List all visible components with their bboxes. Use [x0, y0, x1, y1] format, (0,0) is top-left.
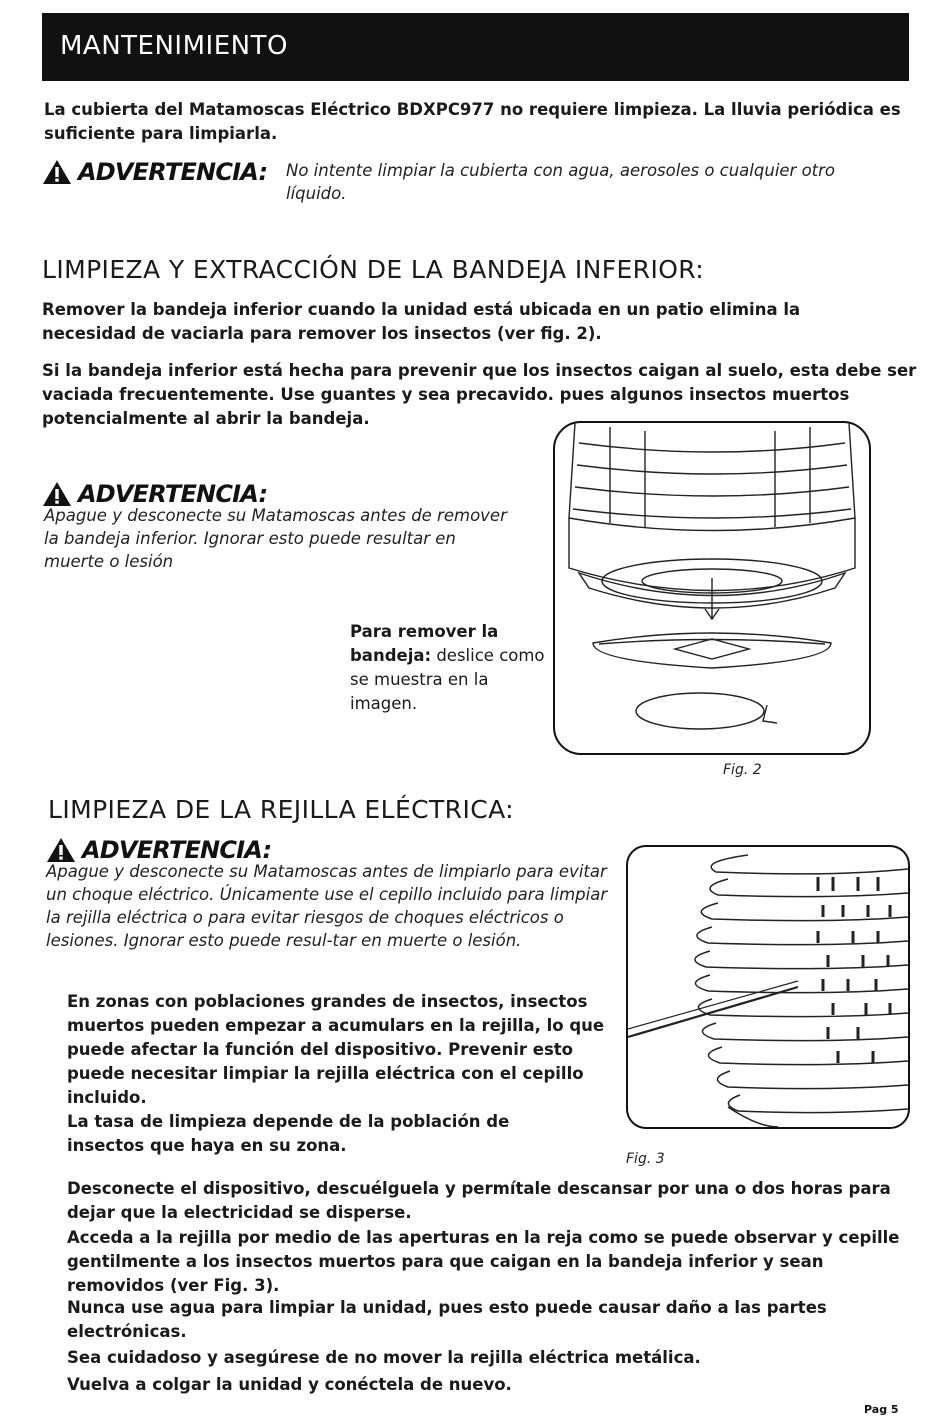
tray-paragraph-2: Si la bandeja inferior está hecha para prevenir que los insectos caigan al suelo, esta debe ser vaciada frecuentemente. Use guantes y sea precavido. pues algunos insectos muertos potencialmente al abrir la bandeja. — [42, 361, 917, 428]
grid-brush-illustration — [628, 847, 908, 1127]
tray-warning-text: Apague y desconecte su Matamoscas antes de remover la bandeja inferior. Ignorar esto puede resultar en muerte o lesión — [44, 506, 507, 571]
grid-paragraph-2: La tasa de limpieza depende de la población de insectos que haya en su zona. — [67, 1112, 510, 1155]
grid-step-1: Desconecte el dispositivo, descuélguela y permítale descansar por una o dos horas para dejar que la electricidad se disperse. — [67, 1179, 891, 1222]
grid-paragraph-1: En zonas con poblaciones grandes de insectos, insectos muertos pueden empezar a acumulars en la rejilla, lo que puede afectar la función del dispositivo. Prevenir esto puede necesitar limpiar la rejilla eléctrica con el cepillo incluido. — [67, 992, 605, 1107]
header-title: MANTENIMIENTO — [60, 31, 288, 61]
warning-triangle-icon — [42, 159, 72, 185]
page-number: Pag 5 — [864, 1403, 899, 1416]
intro-paragraph: La cubierta del Matamoscas Eléctrico BDXPC977 no requiere limpieza. La lluvia periódica es suficiente para limpiarla. — [44, 100, 901, 143]
section-header-bar — [42, 13, 909, 81]
section-title-grid: LIMPIEZA DE LA REJILLA ELÉCTRICA: — [48, 795, 514, 824]
warning-heading-1 — [42, 158, 267, 186]
remove-tray-bold: Para remover la bandeja: — [350, 622, 499, 665]
warning-text-1: No intente limpiar la cubierta con agua, aerosoles o cualquier otro líquido. — [286, 161, 836, 203]
grid-step-2: Acceda a la rejilla por medio de las aperturas en la reja como se puede observar y cepille gentilmente a los insectos muertos para que caigan en la bandeja inferior y sean removidos (ver Fig. 3). — [67, 1228, 900, 1295]
warning-label: ADVERTENCIA: — [82, 836, 272, 864]
zapper-base-illustration — [555, 423, 869, 753]
remove-tray-instruction — [350, 620, 545, 716]
figure-3-grid-cleaning — [626, 845, 910, 1129]
grid-warning-text: Apague y desconecte su Matamoscas antes de limpiarlo para evitar un choque eléctrico. Únicamente use el cepillo incluido para limpiar la rejilla eléctrica o para evitar riesgos de choques eléctricos o lesiones. Ignorar esto puede resul-tar en muerte o lesión. — [46, 862, 608, 950]
section-title-tray: LIMPIEZA Y EXTRACCIÓN DE LA BANDEJA INFERIOR: — [42, 255, 705, 284]
tray-paragraph-1: Remover la bandeja inferior cuando la unidad está ubicada en un patio elimina la necesidad de vaciarla para remover los insectos (ver fig. 2). — [42, 300, 801, 343]
remove-tray-text: deslice como se muestra en la imagen. — [350, 646, 545, 713]
grid-step-3: Nunca use agua para limpiar la unidad, pues esto puede causar daño a las partes electrónicas. — [67, 1298, 827, 1341]
warning-label: ADVERTENCIA: — [78, 480, 268, 508]
figure-3-caption: Fig. 3 — [626, 1151, 665, 1167]
warning-label: ADVERTENCIA: — [78, 158, 268, 186]
figure-2-caption: Fig. 2 — [723, 762, 762, 778]
figure-2-tray-removal — [553, 421, 871, 755]
grid-step-5: Vuelva a colgar la unidad y conéctela de nuevo. — [67, 1375, 512, 1394]
grid-step-4: Sea cuidadoso y asegúrese de no mover la rejilla eléctrica metálica. — [67, 1348, 701, 1367]
